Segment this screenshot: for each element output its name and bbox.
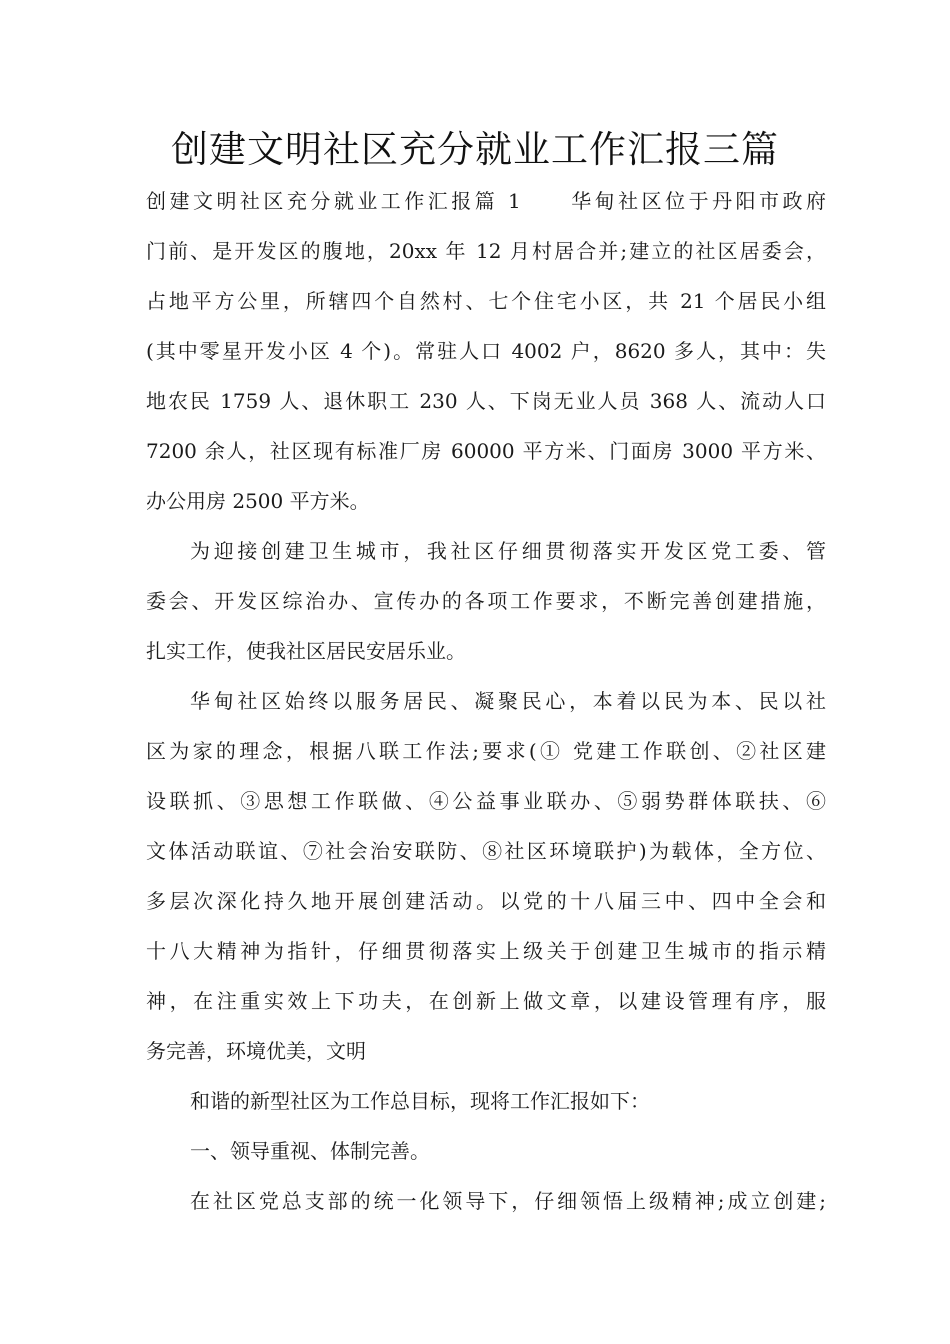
paragraph-line: 华甸社区始终以服务居民、凝聚民心，本着以民为本、民以社	[190, 689, 826, 713]
paragraph-line: 门前、是开发区的腹地，20xx 年 12 月村居合并;建立的社区居委会，	[146, 239, 826, 263]
paragraph-line: 多层次深化持久地开展创建活动。以党的十八届三中、四中全会和	[146, 889, 826, 913]
paragraph-line: 创建文明社区充分就业工作汇报篇 1 华甸社区位于丹阳市政府	[146, 189, 826, 213]
paragraph-line: 占地平方公里，所辖四个自然村、七个住宅小区，共 21 个居民小组	[146, 289, 826, 313]
paragraph-line: 为迎接创建卫生城市，我社区仔细贯彻落实开发区党工委、管	[190, 539, 826, 563]
paragraph-line: 地农民 1759 人、退休职工 230 人、下岗无业人员 368 人、流动人口	[146, 389, 826, 413]
paragraph-line: 文体活动联谊、⑦社会治安联防、⑧社区环境联护)为载体，全方位、	[146, 839, 826, 863]
document-title: 创建文明社区充分就业工作汇报三篇	[171, 128, 779, 171]
paragraph-line: 办公用房 2500 平方米。	[146, 489, 370, 513]
document-body	[146, 176, 826, 1226]
paragraph-line: 十八大精神为指针，仔细贯彻落实上级关于创建卫生城市的指示精	[146, 939, 826, 963]
section-heading: 一、领导重视、体制完善。	[190, 1139, 430, 1163]
paragraph-line: 在社区党总支部的统一化领导下，仔细领悟上级精神;成立创建;	[190, 1189, 826, 1213]
paragraph-line: 和谐的新型社区为工作总目标，现将工作汇报如下：	[190, 1089, 650, 1113]
paragraph-line: 区为家的理念，根据八联工作法;要求(① 党建工作联创、②社区建	[146, 739, 826, 763]
paragraph-line: (其中零星开发小区 4 个)。常驻人口 4002 户，8620 多人，其中：失	[146, 339, 826, 363]
paragraph-line: 扎实工作，使我社区居民安居乐业。	[146, 639, 466, 663]
paragraph-line: 务完善，环境优美，文明	[146, 1039, 366, 1063]
paragraph-line: 7200 余人，社区现有标准厂房 60000 平方米、门面房 3000 平方米、	[146, 439, 826, 463]
paragraph-line: 委会、开发区综治办、宣传办的各项工作要求，不断完善创建措施，	[146, 589, 826, 613]
paragraph-line: 设联抓、③思想工作联做、④公益事业联办、⑤弱势群体联扶、⑥	[146, 789, 826, 813]
paragraph-line: 神，在注重实效上下功夫，在创新上做文章，以建设管理有序，服	[146, 989, 826, 1013]
